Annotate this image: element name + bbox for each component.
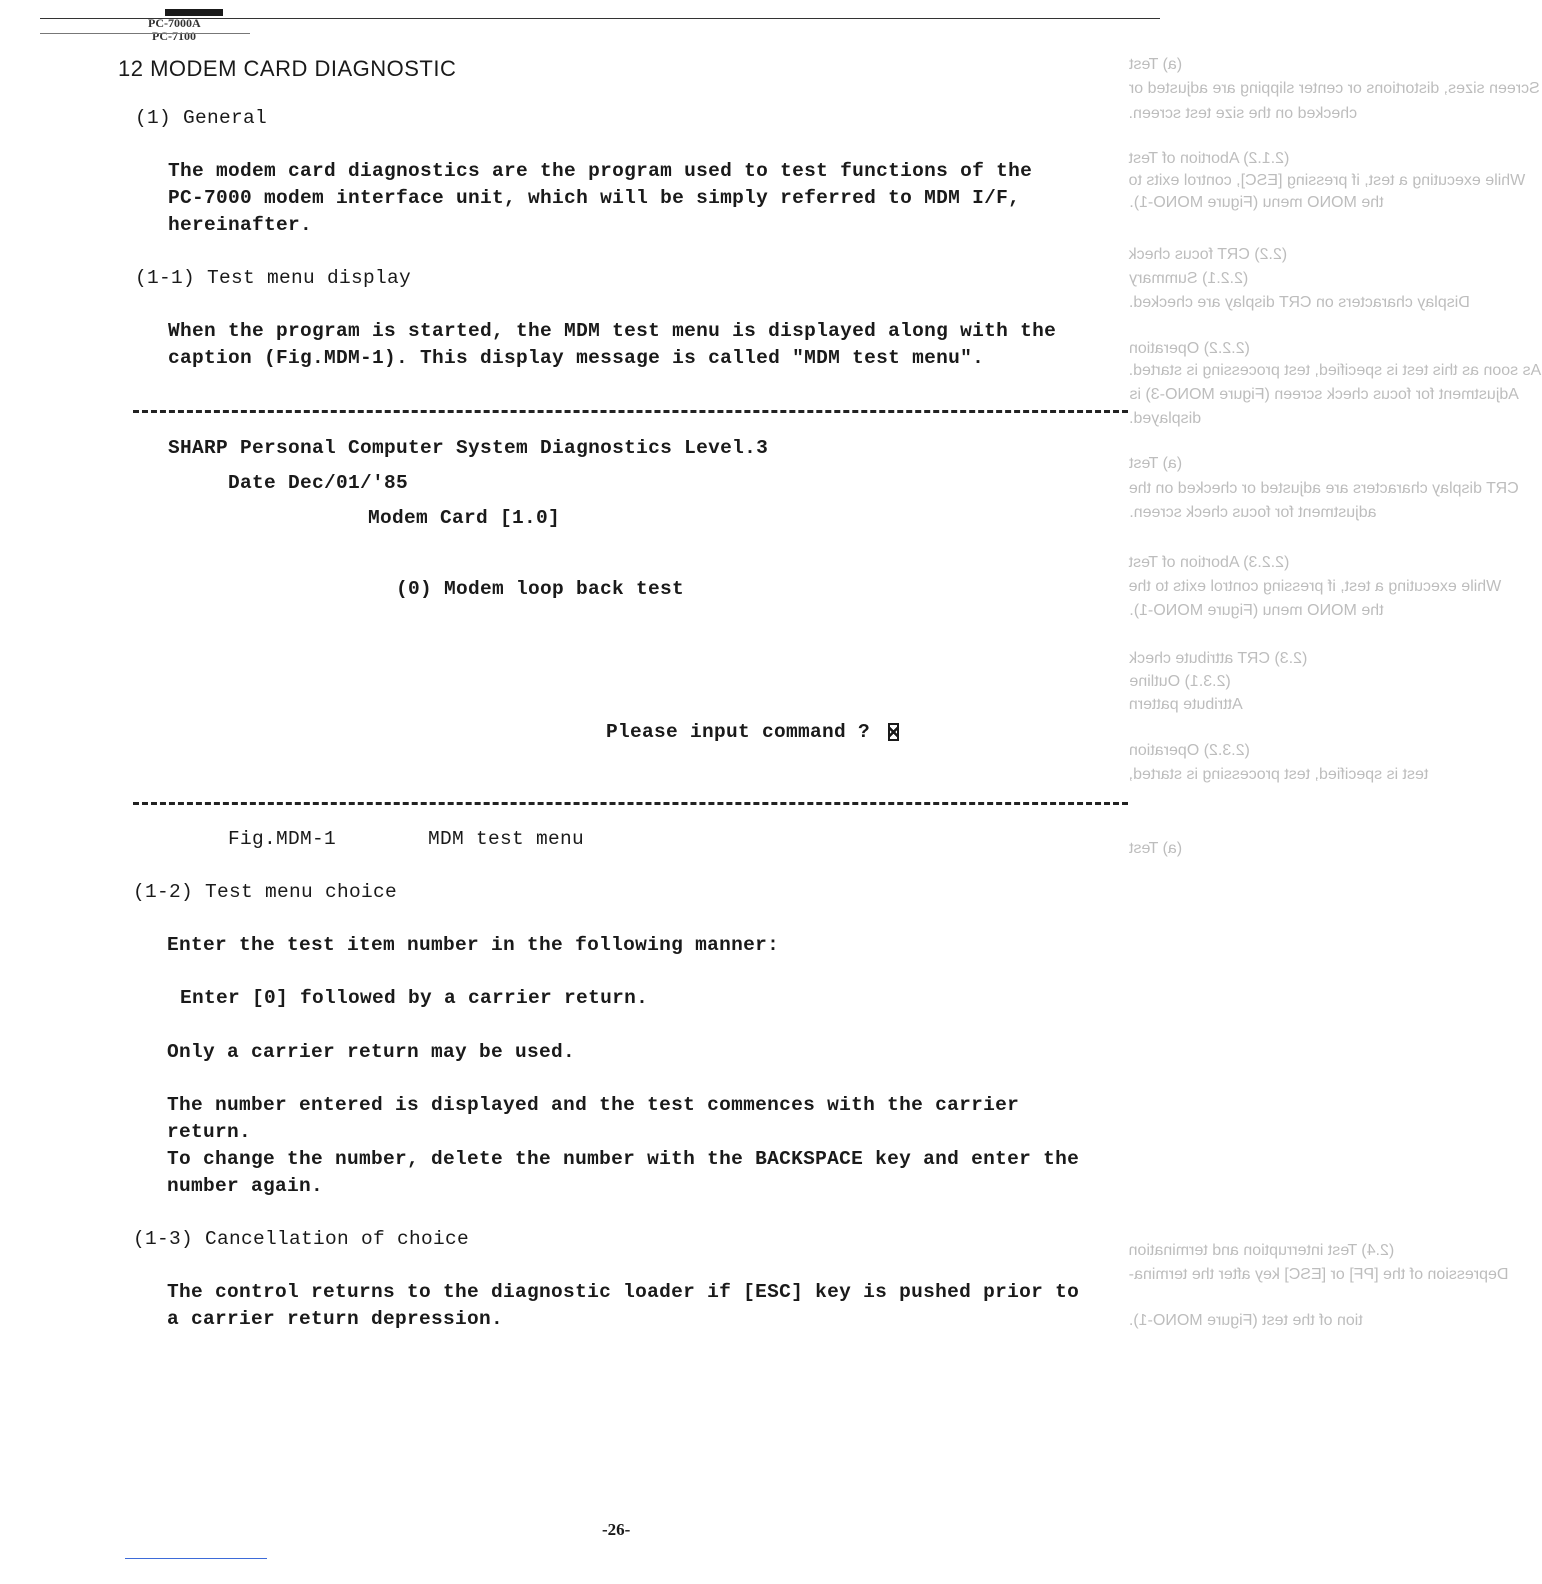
page-number: -26-: [602, 1520, 631, 1539]
bleed-line: adjustment for focus check screen.: [1129, 504, 1377, 521]
menu-display-heading: (1-1) Test menu display: [135, 267, 412, 289]
bleed-line: Screen sizes, distortions or center slipping are adjusted or: [1129, 80, 1540, 97]
general-heading: (1) General: [135, 107, 268, 129]
screen-prompt: Please input command ?: [606, 721, 871, 743]
menu-choice-line: Enter [0] followed by a carrier return.: [180, 987, 649, 1009]
screen-date: Date Dec/01/'85: [228, 472, 409, 494]
footer-rule: [125, 1558, 267, 1559]
general-paragraph-line: hereinafter.: [168, 214, 313, 236]
header-rule-secondary: [40, 33, 250, 34]
bleed-line: (2.2.3) Abortion of Test: [1129, 554, 1290, 571]
menu-choice-paragraph-line: return.: [167, 1121, 252, 1143]
bleed-line: (2.3.1) Outline: [1129, 673, 1231, 690]
bleed-line: Attribute pattern: [1129, 696, 1243, 713]
bleed-line: (2.2) CRT focus check: [1129, 246, 1288, 263]
cursor-icon: [888, 723, 899, 741]
bleed-line: Depression of the [PF] or [ESC] key after the termina-: [1129, 1266, 1509, 1283]
bleed-line: (2.4) Test interruption and termination: [1129, 1242, 1395, 1259]
bleed-line: While executing a test, if pressing control exits to the: [1129, 578, 1502, 595]
bleed-line: test is specified, test processing is started,: [1129, 766, 1429, 783]
bleed-line: checked on the size test screen.: [1129, 105, 1358, 122]
bleed-line: (2.1.2) Abortion of Test: [1129, 150, 1290, 167]
screen-system-title: SHARP Personal Computer System Diagnostics Level.3: [168, 437, 769, 459]
bleed-line: tion of the test (Figure MONO-1).: [1129, 1312, 1363, 1329]
cancellation-line: The control returns to the diagnostic loader if [ESC] key is pushed prior to: [167, 1281, 1080, 1303]
menu-choice-paragraph-line: number again.: [167, 1175, 324, 1197]
bleed-line: (2.3.2) Operation: [1129, 742, 1250, 759]
bleed-line: CRT display characters are adjusted or checked on the: [1129, 480, 1519, 497]
bleed-line: (a) Test: [1129, 56, 1183, 73]
menu-choice-line: Only a carrier return may be used.: [167, 1041, 576, 1063]
screen-bottom-border: [133, 802, 1128, 805]
cancellation-heading: (1-3) Cancellation of choice: [133, 1228, 470, 1250]
bleed-line: (2.2.1) Summary: [1129, 270, 1249, 287]
bleed-line: the MONO menu (Figure MONO-1).: [1129, 602, 1384, 619]
menu-choice-heading: (1-2) Test menu choice: [133, 881, 398, 903]
menu-display-line: caption (Fig.MDM-1). This display message is called "MDM test menu".: [168, 347, 985, 369]
screen-menu-item: (0) Modem loop back test: [396, 578, 685, 600]
menu-choice-paragraph-line: The number entered is displayed and the test commences with the carrier: [167, 1094, 1020, 1116]
bleed-line: Adjustment for focus check screen (Figure MONO-3) is: [1129, 386, 1519, 403]
screen-card-version: Modem Card [1.0]: [368, 507, 561, 529]
bleed-line: (2.2.2) Operation: [1129, 340, 1250, 357]
bleed-line: As soon as this test is specified, test processing is started.: [1129, 362, 1542, 379]
bleed-line: the MONO menu (Figure MONO-1).: [1129, 194, 1384, 211]
general-paragraph-line: The modem card diagnostics are the program used to test functions of the: [168, 160, 1033, 182]
bleed-line: (2.3) CRT attribute check: [1129, 650, 1308, 667]
bleed-line: Display characters on CRT display are checked.: [1129, 294, 1470, 311]
figure-label: Fig.MDM-1: [228, 828, 337, 850]
header-bar: [165, 9, 223, 16]
bleed-line: displayed.: [1129, 410, 1202, 427]
section-title: 12 MODEM CARD DIAGNOSTIC: [118, 56, 457, 81]
general-paragraph-line: PC-7000 modem interface unit, which will be simply referred to MDM I/F,: [168, 187, 1021, 209]
menu-choice-line: Enter the test item number in the following manner:: [167, 934, 780, 956]
bleed-line: (a) Test: [1129, 455, 1183, 472]
model-label-2: PC-7100: [152, 29, 196, 43]
header-rule: [40, 18, 1160, 19]
model-label-1: PC-7000A: [148, 16, 201, 30]
menu-choice-paragraph-line: To change the number, delete the number with the BACKSPACE key and enter the: [167, 1148, 1080, 1170]
bleed-line: (a) Test: [1129, 840, 1183, 857]
screen-top-border: [133, 410, 1128, 413]
menu-display-line: When the program is started, the MDM test menu is displayed along with the: [168, 320, 1057, 342]
figure-caption: MDM test menu: [428, 828, 585, 850]
cancellation-line: a carrier return depression.: [167, 1308, 504, 1330]
bleed-line: While executing a test, if pressing [ESC], control exits to: [1129, 172, 1526, 189]
